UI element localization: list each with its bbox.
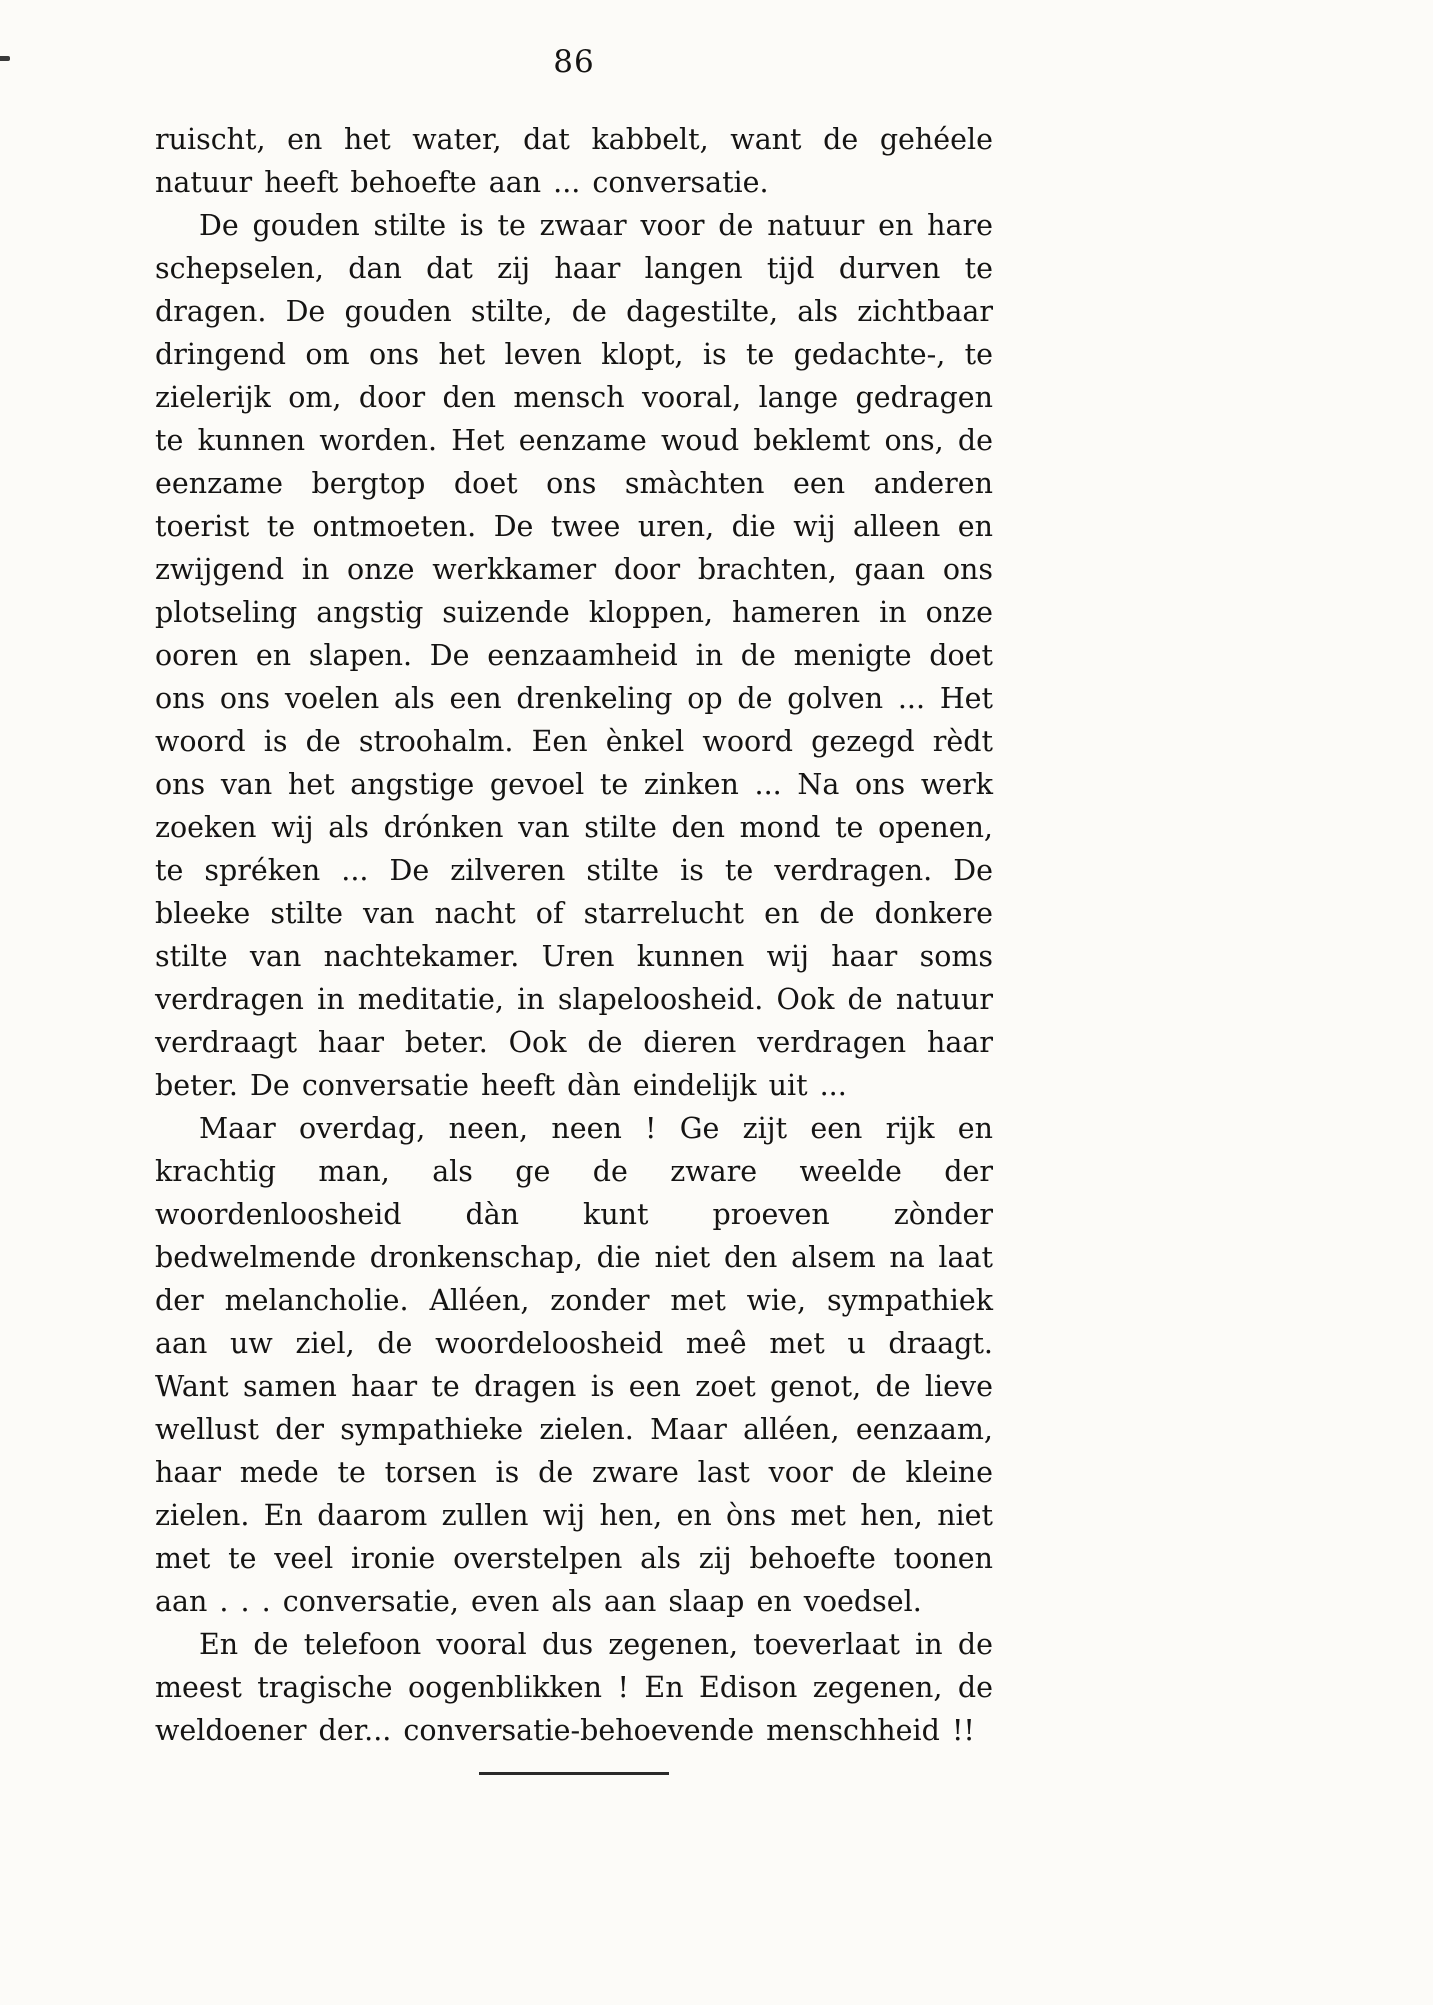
page-text	[155, 118, 993, 1775]
scan-artifact-mark	[0, 56, 10, 61]
paragraph: Maar overdag, neen, neen ! Ge zijt een rijk en krachtig man, als ge de zware weelde der woordenloosheid dàn kunt proeven zònder bedwelmende dronkenschap, die niet den alsem na laat der melancholie. Alléen, zonder met wie, sympathiek aan uw ziel, de woordeloosheid meê met u draagt. Want samen haar te dragen is een zoet genot, de lieve wellust der sympathieke zielen. Maar alléen, eenzaam, haar mede te torsen is de zware last voor de kleine zielen. En daarom zullen wij hen, en òns met hen, niet met te veel ironie overstelpen als zij behoefte toonen aan . . . conversatie, even als aan slaap en voedsel.	[155, 1112, 993, 1618]
end-divider	[479, 1772, 669, 1775]
page-number: 86	[553, 44, 595, 80]
paragraph-continuation: ruischt, en het water, dat kabbelt, want de gehéele natuur heeft behoefte aan ... conversatie.	[155, 123, 993, 199]
paragraph: De gouden stilte is te zwaar voor de natuur en hare schepselen, dan dat zij haar langen tijd durven te dragen. De gouden stilte, de dagestilte, als zichtbaar dringend om ons het leven klopt, is te gedachte-, te zielerijk om, door den mensch vooral, lange gedragen te kunnen worden. Het eenzame woud beklemt ons, de eenzame bergtop doet ons smàchten een anderen toerist te ontmoeten. De twee uren, die wij alleen en zwijgend in onze werkkamer door brachten, gaan ons plotseling angstig suizende kloppen, hameren in onze ooren en slapen. De eenzaamheid in de menigte doet ons ons voelen als een drenkeling op de golven ... Het woord is de stroohalm. Een ènkel woord gezegd rèdt ons van het angstige gevoel te zinken ... Na ons werk zoeken wij als drónken van stilte den mond te openen, te spréken ... De zilveren stilte is te verdragen. De bleeke stilte van nacht of starrelucht en de donkere stilte van nachtekamer. Uren kunnen wij haar soms verdragen in meditatie, in slapeloosheid. Ook de natuur verdraagt haar beter. Ook de dieren verdragen haar beter. De conversatie heeft dàn eindelijk uit ...	[155, 209, 993, 1102]
paragraph: En de telefoon vooral dus zegenen, toeverlaat in de meest tragische oogenblikken ! En Edison zegenen, de weldoener der... conversatie-behoevende menschheid !!	[155, 1628, 993, 1747]
